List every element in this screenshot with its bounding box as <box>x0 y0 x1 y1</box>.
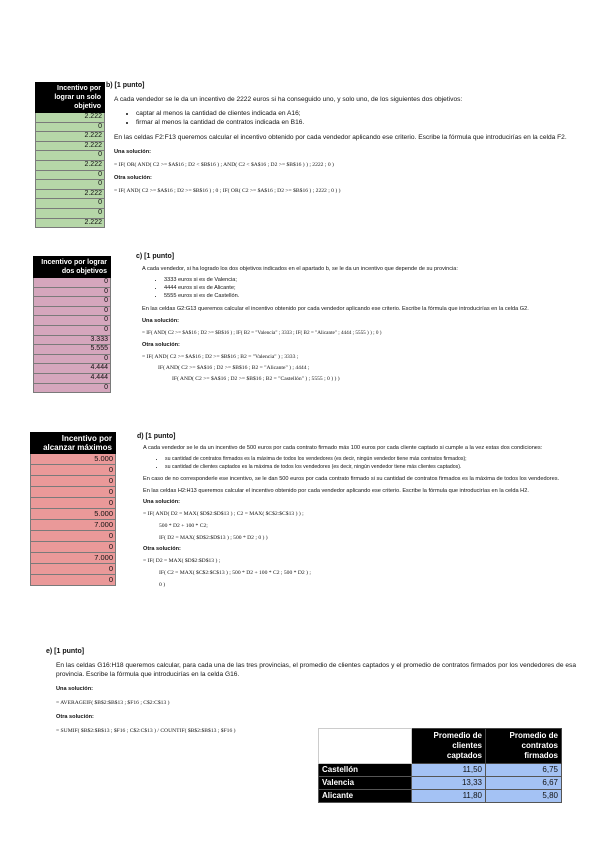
solution-label: Otra solución: <box>142 342 180 348</box>
table-cell: 0 <box>36 208 105 218</box>
table-row <box>319 777 562 790</box>
formula: IF( C2 = MAX( $C$2:$C$13 ) ; 500 * D2 + 100 * C2 ; 500 * D2 ) ; <box>159 570 311 576</box>
table-cell: 0 <box>31 498 116 509</box>
table-cell: 0 <box>34 287 111 297</box>
table-cell: 0 <box>31 476 116 487</box>
formula: = SUMIF( $B$2:$B$13 ; $F16 ; C$2:C$13 ) / COUNTIF( $B$2:$B$13 ; $F16 ) <box>56 728 236 734</box>
section-c <box>136 253 581 383</box>
table-header-corner <box>319 729 412 764</box>
formula: = IF( OR( AND( C2 >= $A$16 ; D2 < $B$16 ) ; AND( C2 < $A$16 ; D2 >= $B$16 ) ) ; 2222 ; 0 ) <box>114 162 334 168</box>
table-cell: 11,80 <box>412 790 486 803</box>
table-cell: 0 <box>31 531 116 542</box>
table-cell: 2.222 <box>36 218 105 228</box>
table-cell: 13,33 <box>412 777 486 790</box>
formula: = AVERAGEIF( $B$2:$B$13 ; $F16 ; C$2:C$13 ) <box>56 700 170 706</box>
table-cell: 0 <box>31 542 116 553</box>
table-cell: 0 <box>36 180 105 190</box>
section-heading: b) [1 punto] <box>106 82 145 89</box>
table-cell: 2.222 <box>36 160 105 170</box>
paragraph: A cada vendedor se le da un incentivo de 2222 euros si ha conseguido uno, y solo uno, de los siguientes dos objetivos: <box>114 96 463 103</box>
table-cell: 0 <box>34 306 111 316</box>
table-cell: 2.222 <box>36 132 105 142</box>
list-item: • 4444 euros si es de Alicante; <box>164 284 581 292</box>
table-cell: 5.000 <box>31 509 116 520</box>
table-cell: 0 <box>34 297 111 307</box>
table-cell: 4.444 <box>34 373 111 383</box>
table-header: Incentivo por alcanzar máximos <box>31 433 116 454</box>
solution-label: Una solución: <box>143 499 180 505</box>
table-cell: 2.222 <box>36 141 105 151</box>
section-heading: c) [1 punto] <box>136 253 175 260</box>
paragraph: En las celdas G16:H18 queremos calcular, para cada una de las tres provincias, el promedio de clientes captados y el promedio de contratos firmados por los vendedores de esa provincia. Escribe la fórmula que introducirías en la celda G16. <box>56 662 576 678</box>
formula: = IF( AND( C2 >= $A$16 ; D2 >= $B$16 ; B2 = "Valencia" ) ; 3333 ; <box>142 354 299 360</box>
solution-label: Una solución: <box>56 686 93 692</box>
bullet-list <box>122 109 576 127</box>
list-item: • su cantidad de contratos firmados es la máxima de todos los vendedores (es decir, ningún vendedor tiene más contratos firmados); <box>165 455 582 463</box>
solution-label: Una solución: <box>142 318 179 324</box>
table-cell: 0 <box>34 325 111 335</box>
paragraph: A cada vendedor se le da un incentivo de 500 euros por cada contrato firmado más 100 euros por cada cliente captado si cumple a la vez estas dos condiciones: <box>143 445 543 451</box>
solution-label: Otra solución: <box>56 714 94 720</box>
bullet-list <box>150 276 581 300</box>
table-cell: 5,80 <box>486 790 562 803</box>
solution-label: Una solución: <box>114 149 151 155</box>
table-header: Promedio de clientes captados <box>412 729 486 764</box>
paragraph: En las celdas H2:H13 queremos calcular el incentivo obtenido por cada vendedor aplicando ese criterio. Escribe la fórmula que introducirías en la celda H2. <box>143 488 529 494</box>
list-item: • su cantidad de clientes captados es la máxima de todos los vendedores (es decir, ningún vendedor tiene más clientes captados). <box>165 463 582 471</box>
table-cell: 0 <box>34 354 111 364</box>
formula: = IF( AND( C2 >= $A$16 ; D2 >= $B$16 ) ; IF( B2 = "Valencia" ; 3333 ; IF( B2 = "Alicante" ; 4444 ; 5555 ) ) ; 0 ) <box>142 330 382 336</box>
summary-table-provincias <box>318 728 562 803</box>
table-cell: 0 <box>36 170 105 180</box>
table-cell: 0 <box>31 575 116 586</box>
row-label: Castellón <box>319 764 412 777</box>
section-heading: d) [1 punto] <box>137 433 176 440</box>
table-header: Incentivo por lograr un solo objetivo <box>36 83 105 113</box>
table-cell: 4.444 <box>34 364 111 374</box>
table-cell: 6,67 <box>486 777 562 790</box>
table-cell: 5.000 <box>31 454 116 465</box>
table-cell: 11,50 <box>412 764 486 777</box>
table-row <box>319 790 562 803</box>
table-cell: 6,75 <box>486 764 562 777</box>
table-cell: 0 <box>31 487 116 498</box>
list-item: • captar al menos la cantidad de clientes indicada en A16; <box>136 109 576 118</box>
table-cell: 0 <box>36 199 105 209</box>
formula: IF( AND( C2 >= $A$16 ; D2 >= $B$16 ; B2 = "Castellón" ) ; 5555 ; 0 ) ) ) <box>172 376 340 382</box>
paragraph: En las celdas G2:G13 queremos calcular el incentivo obtenido por cada vendedor aplicando ese criterio. Escribe la fórmula que introducirías en la celda G2. <box>142 306 529 312</box>
table-cell: 0 <box>36 151 105 161</box>
section-e <box>46 648 576 735</box>
paragraph: En caso de no corresponderle ese incentivo, se le dan 500 euros por cada contrato firmado si su cantidad de contratos firmados es la máxima de todos los vendedores. <box>143 476 560 482</box>
section-heading: e) [1 punto] <box>46 648 85 655</box>
list-item: • firmar al menos la cantidad de contratos indicada en B16. <box>136 118 576 127</box>
bullet-list <box>151 455 582 471</box>
table-header: Promedio de contratos firmados <box>486 729 562 764</box>
table-header: Incentivo por lograr dos objetivos <box>34 257 111 278</box>
paragraph: A cada vendedor, si ha logrado los dos objetivos indicados en el apartado b, se le da un incentivo que depende de su provincia: <box>142 266 458 272</box>
row-label: Alicante <box>319 790 412 803</box>
paragraph: En las celdas F2:F13 queremos calcular el incentivo obtenido por cada vendedor aplicando ese criterio. Escribe la fórmula que introducirías en la celda F2. <box>114 134 567 141</box>
table-cell: 3.333 <box>34 335 111 345</box>
table-cell: 0 <box>34 383 111 393</box>
table-cell: 7.000 <box>31 520 116 531</box>
table-cell: 7.000 <box>31 553 116 564</box>
table-row <box>319 764 562 777</box>
section-d <box>137 433 582 589</box>
table-cell: 0 <box>31 564 116 575</box>
table-incentivo-dos-objetivos <box>33 256 111 393</box>
table-cell: 5.555 <box>34 345 111 355</box>
table-cell: 0 <box>36 122 105 132</box>
formula: IF( AND( C2 >= $A$16 ; D2 >= $B$16 ; B2 = "Alicante" ) ; 4444 ; <box>158 365 310 371</box>
table-cell: 0 <box>34 278 111 288</box>
row-label: Valencia <box>319 777 412 790</box>
table-cell: 0 <box>34 316 111 326</box>
list-item: • 3333 euros si es de Valencia; <box>164 276 581 284</box>
list-item: • 5555 euros si es de Castellón. <box>164 292 581 300</box>
table-cell: 0 <box>31 465 116 476</box>
formula: = IF( AND( D2 = MAX( $D$2:$D$13 ) ; C2 = MAX( $C$2:$C$13 ) ) ; <box>143 511 304 517</box>
formula: = IF( D2 = MAX( $D$2:$D$13 ) ; <box>143 558 221 564</box>
formula: 500 * D2 + 100 * C2; <box>159 523 208 529</box>
table-cell: 2.222 <box>36 189 105 199</box>
formula: 0 ) <box>159 582 166 588</box>
section-b <box>106 82 576 195</box>
table-cell: 2.222 <box>36 113 105 123</box>
formula: IF( D2 = MAX( $D$2:$D$13 ) ; 500 * D2 ; 0 ) ) <box>159 535 268 541</box>
formula: = IF( AND( C2 >= $A$16 ; D2 >= $B$16 ) ; 0 ; IF( OR( C2 >= $A$16 ; D2 >= $B$16 ) ; 2222 ; 0 ) ) <box>114 188 341 194</box>
table-incentivo-maximos <box>30 432 116 586</box>
solution-label: Otra solución: <box>114 175 152 181</box>
solution-label: Otra solución: <box>143 546 181 552</box>
table-incentivo-un-objetivo <box>35 82 105 228</box>
